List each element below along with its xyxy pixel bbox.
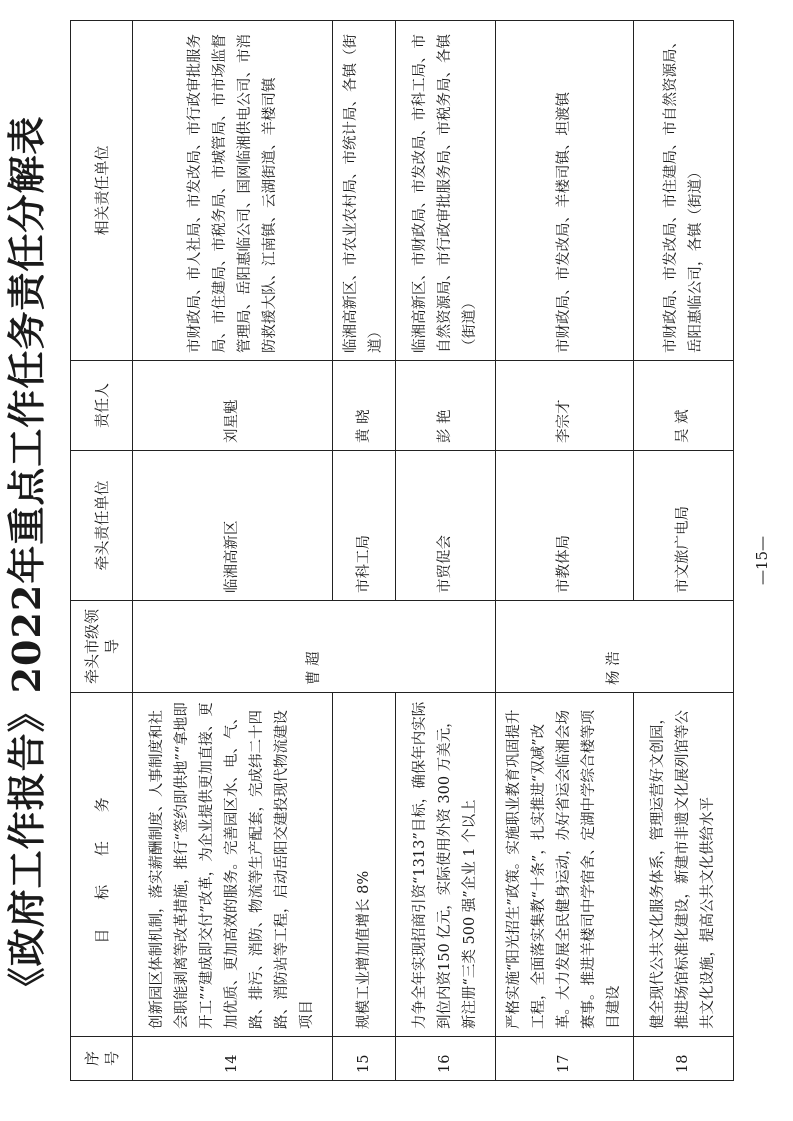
row-lead-unit: 市科工局	[333, 451, 396, 601]
row-related: 临湘高新区、市财政局、市发改局、市科工局、市自然资源局、市行政审批服务局、市税务局、各镇（街道）	[396, 21, 496, 361]
row-lead-unit: 市教体局	[496, 451, 634, 601]
header-person: 责任人	[71, 361, 133, 451]
row-task: 创新园区体制机制，落实薪酬制度、人事制度和社会职能剥离等改革措施，推行“签约即供地”“拿地即开工”“建成即交付”改革，为企业提供更加直接、更加优质、更加高效的服务。完善园区水、电、气、路、排污、消防、物流等生产配套，完成纬二十四路、消防站等工程，启动岳阳交建投现代物流建设项目	[133, 693, 333, 1037]
row-task: 严格实施“阳光招生”政策。实施职业教育巩固提升工程，全面落实集教“十条”，扎实推进“双减”改革。大力发展全民健身运动，办好省运会临湘会场赛事。推进羊楼司中学宿舍、定湖中学综合楼等项目建设	[496, 693, 634, 1037]
row-num: 16	[396, 1037, 496, 1081]
row-related: 市财政局、市人社局、市发改局、市行政审批服务局、市住建局、市税务局、市城管局、市市场监督管理局、岳阳惠临公司、国网临湘供电公司、市消防救援大队、江南镇、云湖街道、羊楼司镇	[133, 21, 333, 361]
document-title: 《政府工作报告》2022年重点工作任务责任分解表	[4, 115, 49, 1006]
responsibility-table	[70, 20, 734, 1081]
row-lead-unit: 市文旅广电局	[634, 451, 734, 601]
table-row	[496, 21, 634, 1081]
table-row	[634, 21, 734, 1081]
row-person: 李宗才	[496, 361, 634, 451]
row-num: 14	[133, 1037, 333, 1081]
row-related: 市财政局、市发改局、羊楼司镇、坦渡镇	[496, 21, 634, 361]
table-row	[333, 21, 396, 1081]
row-leader: 杨 浩	[496, 601, 734, 693]
row-num: 18	[634, 1037, 734, 1081]
table-header-row	[71, 21, 133, 1081]
row-person: 吴 斌	[634, 361, 734, 451]
header-leader: 牵头市级领导	[71, 601, 133, 693]
row-lead-unit: 临湘高新区	[133, 451, 333, 601]
row-related: 市财政局、市发改局、市住建局、市自然资源局、岳阳惠临公司，各镇（街道）	[634, 21, 734, 361]
header-num: 序 号	[71, 1037, 133, 1081]
row-person: 刘星魁	[133, 361, 333, 451]
header-lead-unit: 牵头责任单位	[71, 451, 133, 601]
row-task: 力争全年实现招商引资“1313”目标，确保年内实际到位内资150 亿元，实际使用外资 300 万美元，新注册“三类 500 强”企业 1 个以上	[396, 693, 496, 1037]
table-row	[133, 21, 333, 1081]
page-number: —15—	[753, 535, 771, 586]
row-leader: 曹 超	[133, 601, 496, 693]
row-num: 15	[333, 1037, 396, 1081]
row-person: 彭 艳	[396, 361, 496, 451]
table-row	[396, 21, 496, 1081]
row-task: 规模工业增加值增长 8%	[333, 693, 396, 1037]
row-task: 健全现代公共文化服务体系，管理运营好文创园，推进场馆标准化建设，新建市非遗文化展列馆等公共文化设施，提高公共文化供给水平	[634, 693, 734, 1037]
header-related: 相关责任单位	[71, 21, 133, 361]
row-related: 临湘高新区、市农业农村局、市统计局、各镇（街道）	[333, 21, 396, 361]
header-task: 目 标 任 务	[71, 693, 133, 1037]
row-person: 黄 晓	[333, 361, 396, 451]
row-lead-unit: 市贸促会	[396, 451, 496, 601]
row-num: 17	[496, 1037, 634, 1081]
